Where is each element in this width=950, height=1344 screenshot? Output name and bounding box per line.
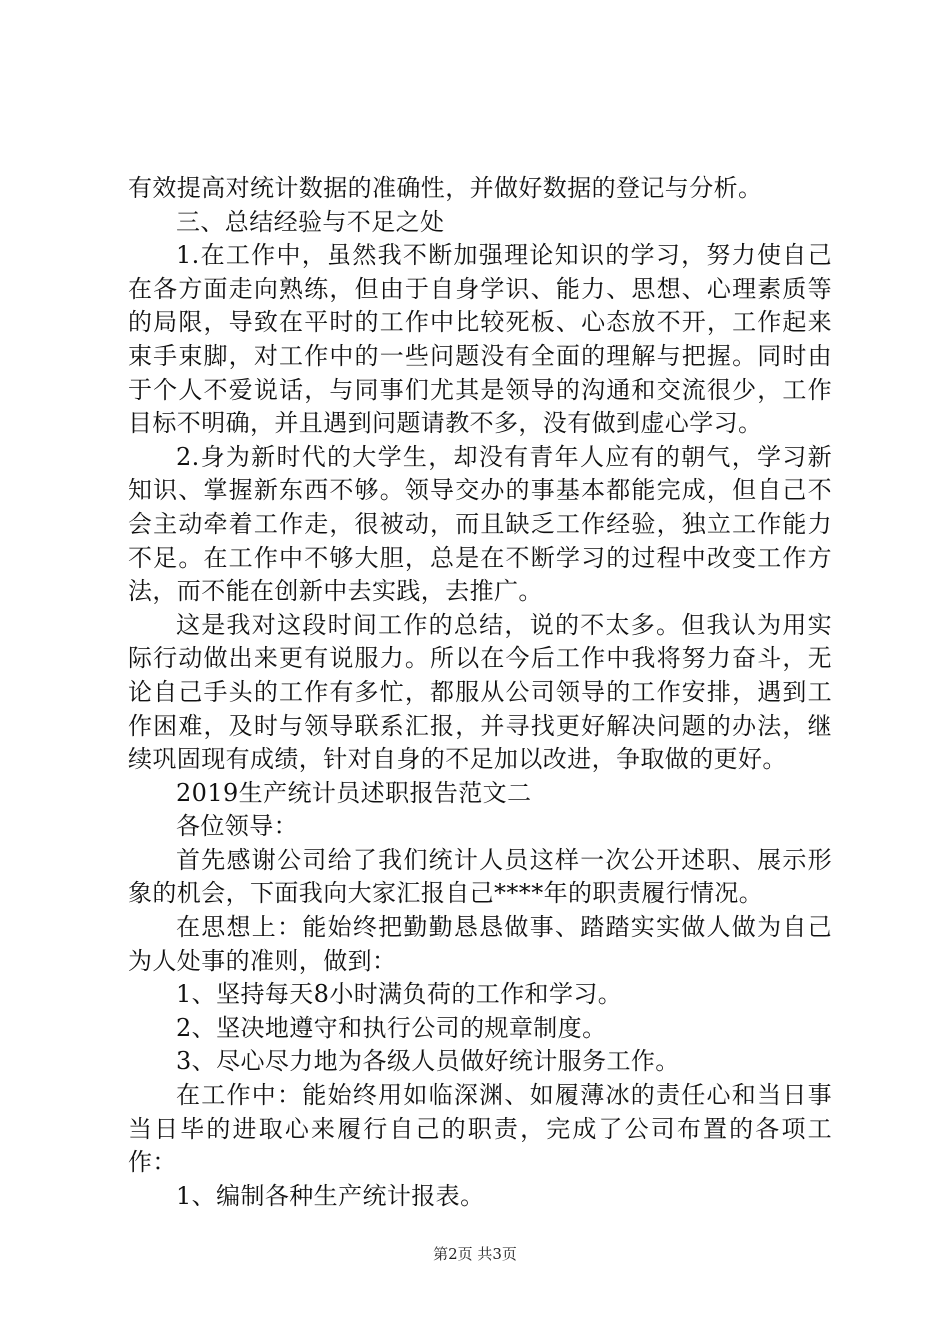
list-item-4: 1、编制各种生产统计报表。	[176, 1181, 485, 1210]
list-item-3: 3、尽心尽力地为各级人员做好统计服务工作。	[176, 1047, 680, 1076]
paragraph-7: 首先感谢公司给了我们统计人员这样一次公开述职、展示形象的机会，下面我向大家汇报自己****年的职责履行情况。	[128, 845, 832, 908]
list-item-1: 1、坚持每天8小时满负荷的工作和学习。	[176, 980, 623, 1009]
paragraph-3: 2.身为新时代的大学生，却没有青年人应有的朝气，学习新知识、掌握新东西不够。领导交办的事基本都能完成，但自己不会主动牵着工作走，很被动，而且缺乏工作经验，独立工作能力不足。在工作中不够大胆，总是在不断学习的过程中改变工作方法，而不能在创新中去实践，去推广。	[128, 442, 832, 606]
paragraph-2: 1.在工作中，虽然我不断加强理论知识的学习，努力使自己在各方面走向熟练，但由于自身学识、能力、思想、心理素质等的局限，导致在平时的工作中比较死板、心态放不开，工作起来束手束脚，对工作中的一些问题没有全面的理解与把握。同时由于个人不爱说话，与同事们尤其是领导的沟通和交流很少，工作目标不明确，并且遇到问题请教不多，没有做到虚心学习。	[128, 241, 832, 438]
salutation: 各位领导：	[176, 812, 298, 841]
page-number-footer: 第2页 共3页	[433, 1245, 517, 1263]
document-title: 2019生产统计员述职报告范文二	[176, 778, 532, 807]
section-heading: 三、总结经验与不足之处	[176, 207, 445, 236]
paragraph-4: 这是我对这段时间工作的总结，说的不太多。但我认为用实际行动做出来更有说服力。所以在今后工作中我将努力奋斗，无论自己手头的工作有多忙，都服从公司领导的工作安排，遇到工作困难，及时与领导联系汇报，并寻找更好解决问题的办法，继续巩固现有成绩，针对自身的不足加以改进，争取做的更好。	[128, 610, 832, 774]
paragraph-0: 有效提高对统计数据的准确性，并做好数据的登记与分析。	[128, 174, 763, 202]
document-body	[128, 172, 832, 1213]
paragraph-12: 在工作中：能始终用如临深渊、如履薄冰的责任心和当日事当日毕的进取心来履行自己的职责，完成了公司布置的各项工作：	[128, 1081, 832, 1177]
list-item-2: 2、坚决地遵守和执行公司的规章制度。	[176, 1013, 607, 1042]
paragraph-8: 在思想上：能始终把勤勤恳恳做事、踏踏实实做人做为自己为人处事的准则，做到：	[128, 913, 832, 975]
